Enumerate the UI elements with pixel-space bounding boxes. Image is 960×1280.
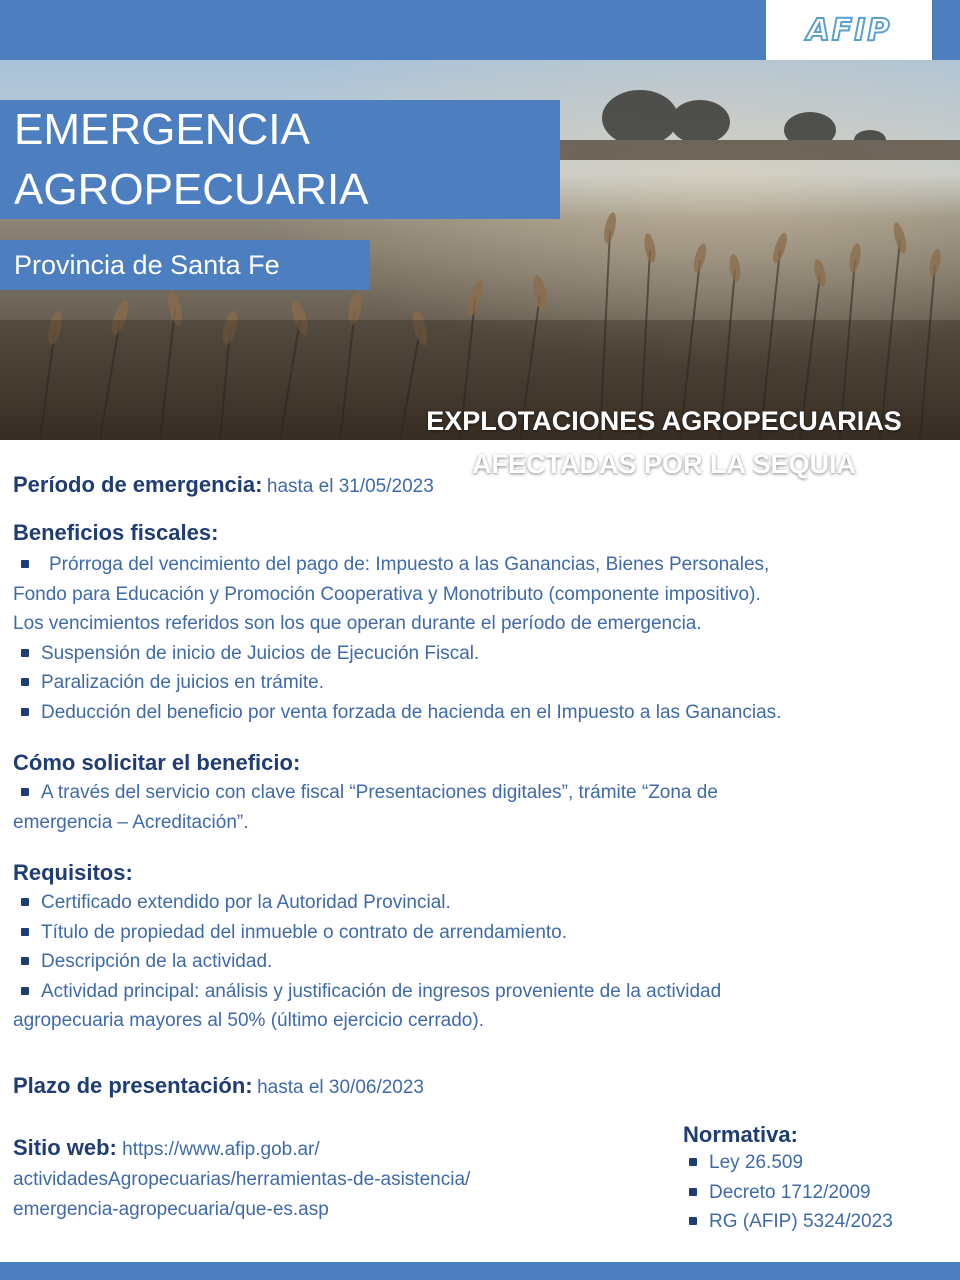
- normativa-item-1: Ley 26.509: [683, 1148, 943, 1178]
- afip-logo-text: AFIP: [806, 12, 892, 48]
- bullet-icon: [689, 1158, 697, 1166]
- title-banner: [0, 100, 560, 219]
- sitio-label: Sitio web:: [13, 1135, 117, 1160]
- page-title-line1: EMERGENCIA: [14, 105, 310, 154]
- plazo-label: Plazo de presentación:: [13, 1073, 253, 1098]
- page-title-line2: AGROPECUARIA: [14, 165, 369, 214]
- solicitar-heading: Cómo solicitar el beneficio:: [13, 750, 301, 775]
- plazo-section: [13, 1073, 928, 1099]
- beneficio-item-3: Paralización de juicios en trámite.: [13, 668, 928, 698]
- beneficios-heading: Beneficios fiscales:: [13, 520, 219, 545]
- normativa-section: [683, 1122, 943, 1237]
- bullet-icon: [21, 957, 29, 965]
- requisito-item-3: Descripción de la actividad.: [13, 947, 928, 977]
- bullet-icon: [21, 788, 29, 796]
- periodo-value: hasta el 31/05/2023: [266, 476, 434, 497]
- afip-logo: [766, 0, 932, 60]
- beneficio-item-2: Suspensión de inicio de Juicios de Ejecución Fiscal.: [13, 639, 928, 669]
- beneficio-item-4: Deducción del beneficio por venta forzada de hacienda en el Impuesto a las Ganancias.: [13, 698, 928, 728]
- bullet-icon: [21, 898, 29, 906]
- hero-caption-line1: EXPLOTACIONES AGROPECUARIAS: [426, 406, 902, 436]
- province-label: Provincia de Santa Fe: [14, 250, 280, 280]
- bullet-icon: [689, 1188, 697, 1196]
- requisito-item-4: Actividad principal: análisis y justificación de ingresos proveniente de la actividad agropecuaria mayores al 50% (último ejercicio cerrado).: [13, 980, 722, 1032]
- bullet-icon: [21, 560, 29, 568]
- solicitar-section: [13, 750, 928, 837]
- sitio-url-line2[interactable]: actividadesAgropecuarias/herramientas-de-asistencia/: [13, 1169, 471, 1190]
- periodo-label: Período de emergencia:: [13, 472, 263, 497]
- sitio-section: [13, 1133, 633, 1225]
- beneficio-item-1: Prórroga del vencimiento del pago de: Impuesto a las Ganancias, Bienes Personales, Fondo para Educación y Promoción Cooperativa y Monotributo (componente impositivo). Los vencimientos referidos son los que operan durante el período de emergencia.: [13, 554, 770, 635]
- bullet-icon: [689, 1217, 697, 1225]
- requisitos-heading: Requisitos:: [13, 860, 133, 885]
- province-banner: [0, 240, 370, 290]
- solicitar-item-1: A través del servicio con clave fiscal “Presentaciones digitales”, trámite “Zona de emergencia – Acreditación”.: [13, 782, 718, 833]
- hero-caption-line2: AFECTADAS POR LA SEQUIA: [471, 449, 856, 479]
- requisito-item-1: Certificado extendido por la Autoridad Provincial.: [13, 888, 928, 918]
- periodo-section: [13, 472, 928, 498]
- bullet-icon: [21, 678, 29, 686]
- normativa-item-2: Decreto 1712/2009: [683, 1178, 943, 1208]
- plazo-value: hasta el 30/06/2023: [257, 1077, 424, 1098]
- sitio-url-line3[interactable]: emergencia-agropecuaria/que-es.asp: [13, 1199, 329, 1220]
- sitio-url-line1[interactable]: https://www.afip.gob.ar/: [122, 1139, 320, 1160]
- normativa-heading: Normativa:: [683, 1122, 798, 1147]
- normativa-item-3: RG (AFIP) 5324/2023: [683, 1207, 943, 1237]
- bottom-banner: [0, 1262, 960, 1280]
- bullet-icon: [21, 649, 29, 657]
- bullet-icon: [21, 987, 29, 995]
- bullet-icon: [21, 928, 29, 936]
- bullet-icon: [21, 708, 29, 716]
- requisito-item-2: Título de propiedad del inmueble o contrato de arrendamiento.: [13, 918, 928, 948]
- beneficios-section: [13, 520, 928, 728]
- requisitos-section: [13, 860, 928, 1036]
